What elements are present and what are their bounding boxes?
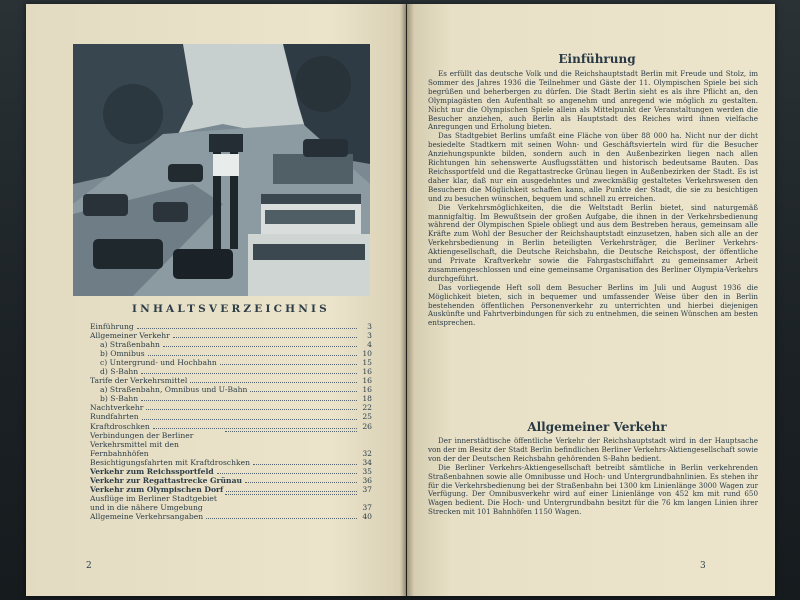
toc-leader-dots [220, 364, 357, 365]
toc-entry-label: Verkehr zum Olympischen Dorf [90, 484, 224, 494]
toc-leader-dots [225, 494, 357, 495]
toc-entry-label: Kraftdroschken [90, 421, 150, 431]
toc-entry-label: Besichtigungsfahrten mit Kraftdroschken [90, 457, 251, 467]
paragraph: Das vorliegende Heft soll dem Besucher Berlins im Juli und August 1936 die Möglichkeit bieten, sich in bequemer und umfassender Weise über den in Berlin bestehenden öffentlichen Personenverkehr zu unterrichten und hierbei diejenigen Auskünfte und Fahrtverbindungen für sich zu entnehmen, die seinen Wünschen am besten entsprechen. [428, 282, 758, 328]
toc-leader-dots [253, 464, 357, 465]
page-number-right: 3 [700, 561, 706, 571]
toc-entry-label: b) Omnibus [100, 349, 145, 359]
toc-entry-page: 18 [362, 394, 372, 404]
toc-entry-page: 26 [362, 421, 372, 431]
toc-entry [90, 431, 372, 458]
table-of-contents [90, 322, 372, 521]
toc-entry-page: 37 [362, 484, 372, 494]
toc-entry-label: Einführung [90, 322, 134, 331]
toc-entry-label: a) Straßenbahn, Omnibus und U-Bahn [100, 385, 248, 395]
toc-entry [90, 376, 372, 385]
toc-entry [90, 331, 372, 340]
toc-entry-label: Rundfahrten [90, 412, 139, 422]
toc-entry-page: 25 [362, 412, 372, 422]
general-text [428, 437, 758, 517]
book-gutter [400, 4, 414, 596]
toc-leader-dots [153, 428, 357, 429]
toc-leader-dots [173, 337, 357, 338]
toc-entry [90, 403, 372, 412]
toc-entry [90, 485, 372, 494]
toc-leader-dots [225, 431, 357, 432]
toc-entry [90, 412, 372, 421]
toc-entry-label: d) S-Bahn [100, 367, 139, 377]
toc-leader-dots [141, 400, 357, 401]
toc-entry-label: Ausflüge im Berliner Stadtgebiet und in die nähere Umgebung [90, 493, 217, 512]
toc-leader-dots [141, 373, 357, 374]
toc-entry-page: 16 [362, 376, 372, 386]
toc-entry [90, 512, 372, 521]
toc-entry [90, 340, 372, 349]
toc-leader-dots [206, 518, 357, 519]
toc-entry-page: 15 [362, 358, 372, 368]
toc-entry-label: c) Untergrund- und Hochbahn [100, 358, 217, 368]
toc-title: INHALTSVERZEICHNIS [132, 303, 330, 315]
toc-entry [90, 394, 372, 403]
toc-leader-dots [226, 491, 357, 492]
paragraph: Das Stadtgebiet Berlins umfaßt eine Fläche von über 88 000 ha. Nicht nur der dicht besiedelte Stadtkern mit seinen Wohn- und Geschäftsvierteln wird für die Besucher Anziehungspunkte bilden, sondern auch in den Außenbezirken liegen nach allen Richtungen hin sehenswerte Ausflugsstätten und historisch bedeutsame Bauten. Das Reichssportfeld und die Regattastrecke Grünau liegen in Außenbezirken der Stadt. Es ist daher klar, daß nur ein ausgedehntes und zweckmäßig gestaltetes Verkehrswesen den Besuchern die Möglichkeit schaffen kann, alle Punkte der Stadt, die sie zu besichtigen und zu besuchen wünschen, bequem und schnell zu erreichen. [428, 131, 758, 203]
page-number-left: 2 [86, 561, 92, 571]
toc-entry-page: 3 [367, 322, 372, 331]
toc-leader-dots [163, 346, 357, 347]
paragraph: Der innerstädtische öffentliche Verkehr der Reichshauptstadt wird in der Hauptsache von der im Besitz der Stadt Berlin befindlichen Berliner Verkehrs-Aktiengesellschaft sowie von der der Deutschen Reichsbahn gehörenden S-Bahn bedient. [428, 436, 758, 463]
toc-leader-dots [250, 391, 357, 392]
toc-leader-dots [190, 382, 357, 383]
toc-entry [90, 349, 372, 358]
heading-allgemeiner-verkehr: Allgemeiner Verkehr [527, 420, 667, 434]
toc-entry [90, 458, 372, 467]
toc-entry-page: 34 [362, 457, 372, 467]
toc-entry-label: Verkehr zur Regattastrecke Grünau [90, 475, 243, 485]
toc-entry-label: Verbindungen der Berliner Verkehrsmittel mit den Fernbahnhöfen [90, 430, 194, 458]
heading-einfuehrung: Einführung [558, 52, 636, 66]
toc-entry [90, 367, 372, 376]
toc-entry-page: 16 [362, 367, 372, 377]
toc-entry-label: Tarife der Verkehrsmittel [90, 376, 188, 386]
toc-entry-page: 37 [362, 502, 372, 512]
toc-entry [90, 494, 372, 512]
toc-leader-dots [245, 482, 357, 483]
toc-entry [90, 476, 372, 485]
toc-entry-page: 35 [362, 466, 372, 476]
toc-entry-label: Allgemeiner Verkehr [90, 331, 170, 341]
toc-entry-page: 36 [362, 475, 372, 485]
toc-entry-page: 32 [362, 448, 372, 458]
toc-entry-page: 4 [367, 340, 372, 350]
paragraph: Die Verkehrsmöglichkeiten, die die Weltstadt Berlin bietet, sind naturgemäß mannigfaltig. Im Bewußtsein der großen Aufgabe, die ihnen in der Verkehrsbedienung während der Olympischen Spiele obliegt und aus dem Bestreben heraus, gemeinsam alle Kräfte zum Wohl der Besucher der Reichshauptstadt einzusetzen, haben sich alle an der Verkehrsbedienung in Berlin beteiligten Verkehrsträger, die Berliner Verkehrs-Aktiengesellschaft, die Deutsche Reichsbahn, die Deutsche Reichspost, der öffentliche und Private Kraftverkehr sowie die Fahrgastschiffahrt zu gemeinsamer Arbeit zusammengeschlossen und eine gemeinsame Organisation des Berliner Olympia-Verkehrs durchgeführt. [428, 202, 758, 283]
toc-entry-label: b) S-Bahn [100, 394, 139, 404]
toc-entry-page: 10 [362, 349, 372, 359]
toc-leader-dots [142, 419, 357, 420]
toc-entry-page: 3 [367, 331, 372, 341]
paragraph: Die Berliner Verkehrs-Aktiengesellschaft betreibt sämtliche in Berlin verkehrenden Straßenbahnen sowie alle Omnibusse und Hoch- und Untergrundbahnlinien. Es stehen ihr für die Verkehrsbedienung bei der Straßenbahn bei 1300 km Linienlänge 3000 Wagen zur Verfügung. Der Omnibusverkehr wird auf einer Linienlänge von 452 km mit rund 650 Wagen bedient. Die Hoch- und Untergrundbahn besitzt für die 76 km langen Linien ihrer Strecken mit 101 Bahnhöfen 1150 Wagen. [428, 462, 758, 517]
toc-leader-dots [217, 473, 357, 474]
toc-entry-label: Nachtverkehr [90, 403, 144, 413]
toc-leader-dots [148, 355, 357, 356]
toc-entry [90, 467, 372, 476]
toc-entry-label: Verkehr zum Reichssportfeld [90, 466, 214, 476]
toc-entry [90, 358, 372, 367]
toc-entry-page: 22 [362, 403, 372, 413]
toc-entry [90, 385, 372, 394]
toc-entry-page: 16 [362, 385, 372, 395]
toc-entry-label: a) Straßenbahn [100, 340, 160, 350]
paragraph: Es erfüllt das deutsche Volk und die Reichshauptstadt Berlin mit Freude und Stolz, im Sommer des Jahres 1936 die Teilnehmer und Gäste der 11. Olympischen Spiele bei sich begrüßen und beherbergen zu dürfen. Die Stadt Berlin sieht es als ihre Pflicht an, den Olympiagästen den Aufenthalt so angenehm und anregend wie möglich zu gestalten. Nicht nur die Olympischen Spiele allein als Mittelpunkt der Veranstaltungen werden die Besucher anziehen, auch Berlin als Hauptstadt des Reiches wird ihnen vielfache Anregungen und Erholung bieten. [428, 69, 758, 132]
toc-entry-label: Allgemeine Verkehrsangaben [90, 511, 204, 521]
intro-text [428, 70, 758, 328]
toc-entry [90, 322, 372, 331]
street-photo [73, 44, 370, 296]
toc-entry [90, 422, 372, 431]
toc-entry-page: 40 [362, 511, 372, 521]
toc-leader-dots [137, 328, 357, 329]
toc-leader-dots [146, 409, 357, 410]
